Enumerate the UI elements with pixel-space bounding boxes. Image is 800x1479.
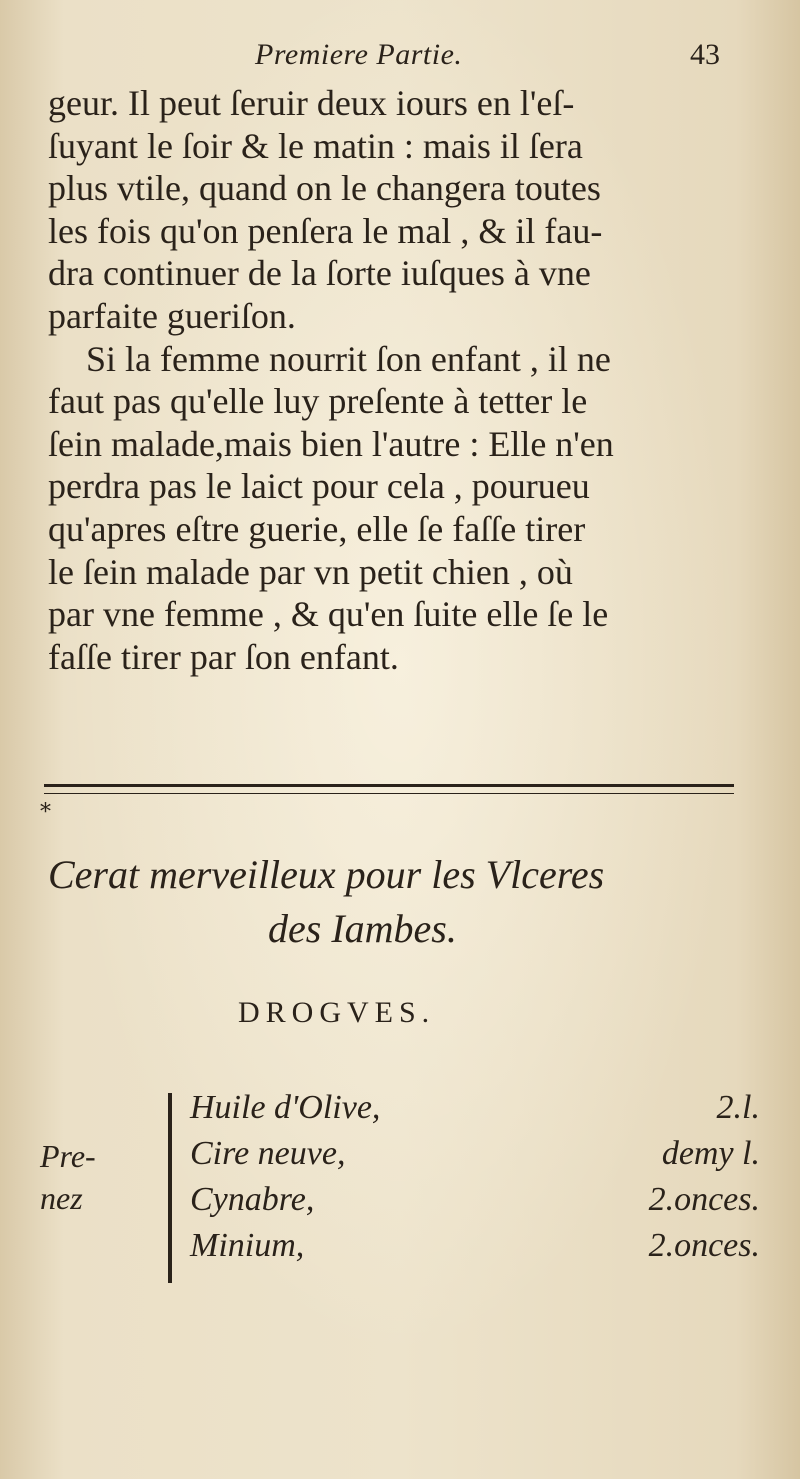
ingredient-row [190,1223,760,1269]
running-head: Premiere Partie. [255,38,463,71]
text-line: par vne femme , & qu'en ſuite elle ſe le [48,594,609,635]
text-line: les fois qu'on penſera le mal , & il fau- [48,210,603,251]
brace [168,1093,172,1283]
ingredient-quantity: 2.l. [716,1089,760,1126]
ingredient-quantity: 2.onces. [648,1181,760,1218]
heading-line-2: des Iambes. [268,906,457,951]
page-header [0,38,800,78]
prenez-part-2: nez [40,1180,83,1216]
section-rule [44,784,734,794]
recipe-block [40,1085,760,1295]
ingredient-name: Minium, [190,1227,305,1264]
ingredient-quantity: 2.onces. [648,1227,760,1264]
text-line: faſſe tirer par ſon enfant. [48,636,399,677]
ingredient-row [190,1131,760,1177]
ingredient-name: Huile d'Olive, [190,1089,381,1126]
page-number: 43 [690,38,720,71]
text-line: geur. Il peut ſeruir deux iours en l'eſ- [48,83,575,123]
prenez-part-1: Pre- [40,1138,96,1174]
text-line: le ſein malade par vn petit chien , où [48,551,573,592]
text-line: qu'apres eſtre guerie, elle ſe faſſe tirer [48,508,586,549]
ingredient-name: Cire neuve, [190,1135,346,1172]
text-line: dra continuer de la ſorte iuſques à vne [48,253,591,294]
ingredient-name: Cynabre, [190,1181,315,1218]
text-line: ſein malade,mais bien l'autre : Elle n'en [48,423,614,464]
ingredient-row [190,1085,760,1131]
drogues-label: DROGVES. [238,996,436,1029]
text-line: perdra pas le laict pour cela , pourueu [48,466,590,507]
body-text [48,82,748,678]
ingredient-list [190,1085,760,1269]
ingredient-quantity: demy l. [661,1135,760,1172]
text-line: parfaite gueriſon. [48,295,296,336]
text-line: Si la femme nourrit ſon enfant , il ne [86,338,611,379]
prenez-label [40,1135,150,1219]
heading-line-1: Cerat merveilleux pour les Vlceres [48,852,605,897]
section-heading [48,848,748,956]
text-line: plus vtile, quand on le changera toutes [48,168,601,209]
ingredient-row [190,1177,760,1223]
text-line: ſuyant le ſoir & le matin : mais il ſera [48,125,583,166]
text-line: faut pas qu'elle luy preſente à tetter le [48,381,588,422]
ornament: * [40,800,51,825]
